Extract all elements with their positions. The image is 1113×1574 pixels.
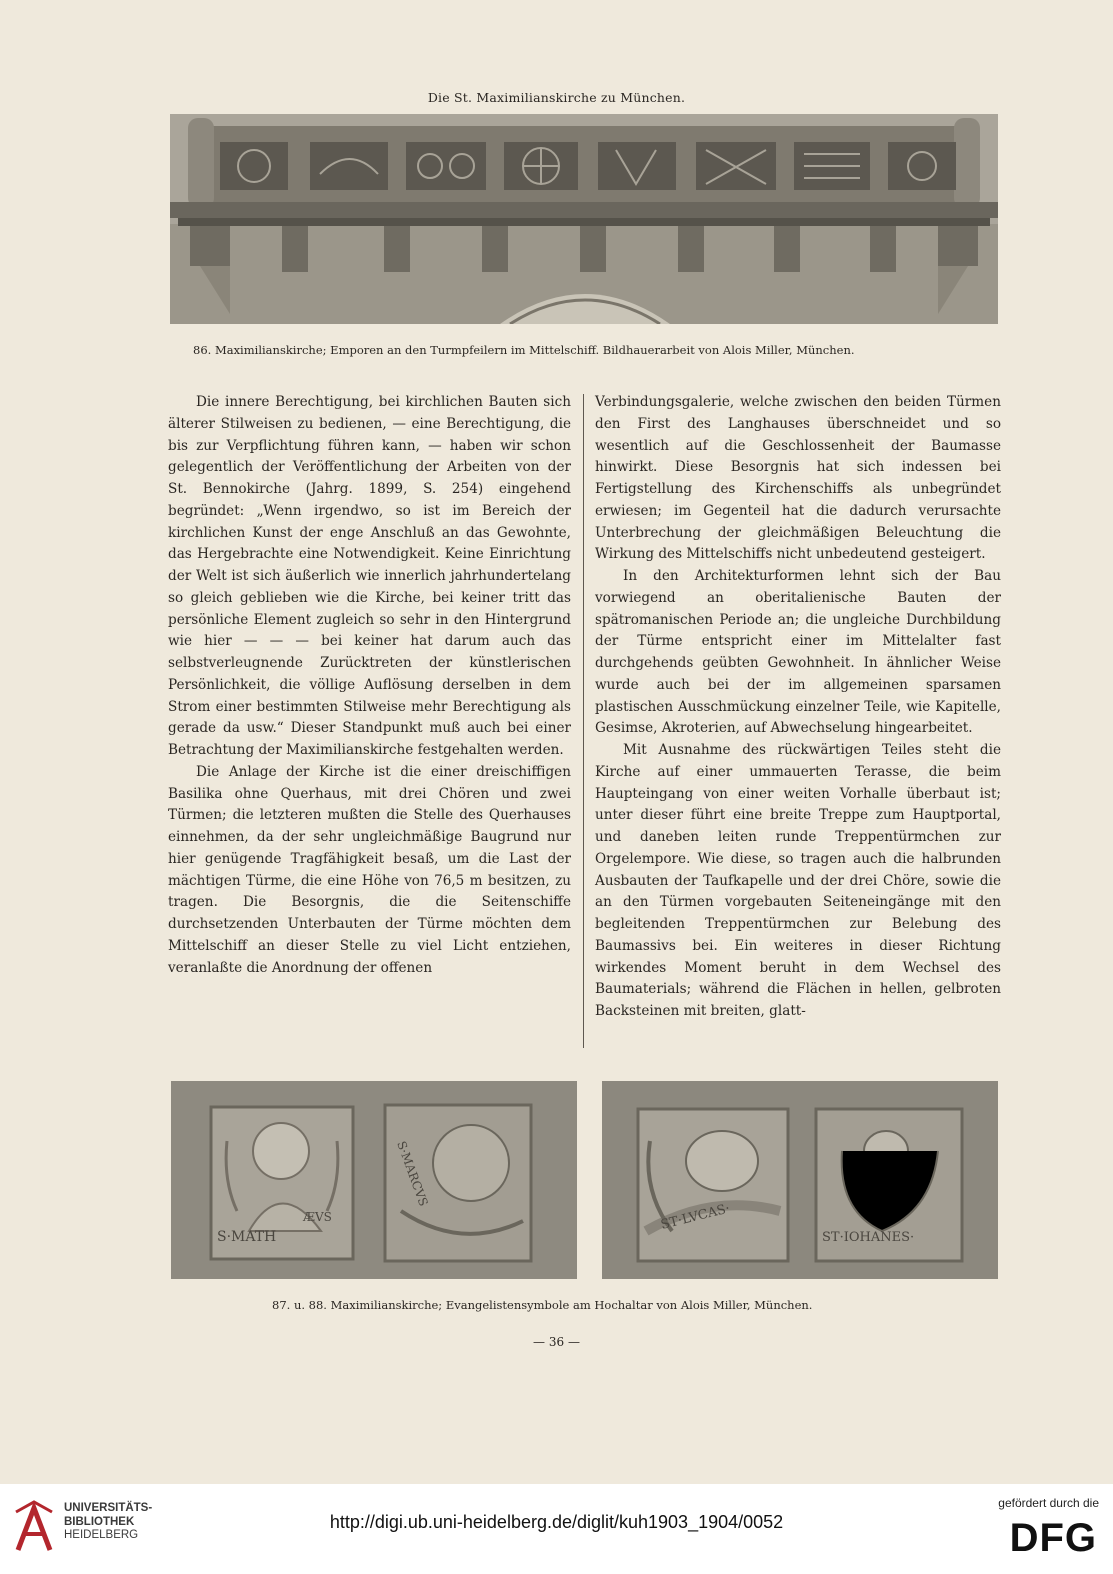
right-paragraph-1: Verbindungsgalerie, welche zwischen den beiden Türmen den First des Langhauses überschneidet und so wesentlich auf die Geschlossenheit der Baumasse hinwirkt. Diese Besorgnis hat sich indessen bei Fertigstellung des Kirchenschiffs als unbegründet erwiesen; im Gegenteil hat die dadurch verursachte Unterbrechung der gleichmäßigen Beleuchtung die Wirkung des Mittelschiffs nicht unbedeutend gesteigert. (595, 394, 1001, 563)
funded-by-label: gefördert durch die (998, 1496, 1099, 1510)
figure-88-photo (602, 1081, 998, 1279)
page-number: — 36 — (533, 1335, 580, 1349)
figure-87-photo (171, 1081, 577, 1279)
left-text-column (168, 392, 571, 1052)
relief-label-iohanes: ST·IOHANES· (822, 1230, 915, 1245)
column-divider (583, 394, 584, 1048)
permalink-url[interactable]: http://digi.ub.uni-heidelberg.de/diglit/kuh1903_1904/0052 (329, 1512, 784, 1532)
evangelist-reliefs-luke-john (602, 1081, 998, 1279)
library-name-line-1: UNIVERSITÄTS- (64, 1502, 153, 1514)
right-paragraph-3: Mit Ausnahme des rückwärtigen Teiles steht die Kirche auf einer ummauerten Terasse, die beim Haupteingang von einer weiten Vorhalle überbaut ist; unter dieser führt eine breite Treppe zum Hauptportal, und daneben leiten runde Treppentürmchen zur Orgelempore. Wie diese, so tragen auch die halbrunden Ausbauten der Taufkapelle und der drei Chöre, sowie die an den Türmen vorgebauten Seiteneingänge mit den begleitenden Treppentürmchen zur Belebung des Baumassivs bei. Ein weiteres in dieser Richtung wirkendes Moment beruht in dem Wechsel des Baumaterials; während die Flächen in hellen, gelbroten Backsteinen mit breiten, glatt- (595, 742, 1001, 1019)
figure-86-caption: 86. Maximilianskirche; Emporen an den Turmpfeilern im Mittelschiff. Bildhauerarbeit von Alois Miller, München. (193, 343, 855, 357)
right-text-column (595, 392, 1001, 1052)
relief-label-marcus: S·MARCVS (394, 1139, 431, 1209)
relief-label-lucas: ST·LVCAS· (659, 1201, 732, 1233)
right-paragraph-2: In den Architekturformen lehnt sich der Bau vorwiegend an oberitalienische Bauten der spätromanischen Periode an; die ungleiche Durchbildung der Türme entspricht einer im Mittelalter fast durchgehends geübten Gewohnheit. In ähnlicher Weise wurde auch bei der im allgemeinen sparsamen plastischen Ausschmückung einzelner Teile, wie Kapitelle, Gesimse, Akroterien, auf Abwechselung hingearbeitet. (595, 568, 1001, 737)
gallery-parapet-illustration (170, 114, 998, 324)
left-paragraph-1: Die innere Berechtigung, bei kirchlichen Bauten sich älterer Stilweisen zu bedienen, — eine Berechtigung, die bis zur Verpflichtung führen kann, — haben wir schon gelegentlich der Veröffentlichung der Arbeiten von der St. Bennokirche (Jahrg. 1899, S. 254) eingehend begründet: „Wenn irgendwo, so ist im Bereich der kirchlichen Kunst der enge Anschluß an das Gewohnte, das Hergebrachte eine Notwendigkeit. Keine Einrichtung der Welt ist sich äußerlich wie innerlich jahrhundertelang so gleich geblieben wie die Kirche, bei keiner tritt das persönliche Element zugleich so sehr in den Hintergrund wie hier — — — bei keiner hat darum auch das selbstverleugnende Zurücktreten der künstlerischen Persönlichkeit, die völlige Auflösung derselben in dem Strom einer bestimmten Stilweise mehr Berechtigung als gerade da usw.“ Dieser Standpunkt muß auch bei einer Betrachtung der Maximilianskirche festgehalten werden. (168, 394, 571, 758)
figure-86-photo (170, 114, 998, 324)
digitization-footer (0, 1484, 1113, 1574)
dfg-logo: DFG (1009, 1516, 1097, 1560)
running-head: Die St. Maximilianskirche zu München. (427, 90, 686, 105)
library-name-line-3: HEIDELBERG (64, 1529, 139, 1541)
library-name-line-2: BIBLIOTHEK (64, 1515, 135, 1528)
relief-label-matth: S·MATH (217, 1229, 277, 1245)
evangelist-reliefs-matthew-mark (171, 1081, 577, 1279)
relief-label-evs: ÆVS (303, 1210, 332, 1224)
left-paragraph-2: Die Anlage der Kirche ist die einer dreischiffigen Basilika ohne Querhaus, mit drei Chören und zwei Türmen; die letzteren mußten die Stelle des Querhauses einnehmen, da der sehr ungleichmäßige Baugrund nur hier genügende Tragfähigkeit besaß, um die Last der mächtigen Türme, die eine Höhe von 76,5 m besitzen, zu tragen. Die Besorgnis, die die Seitenschiffe durchsetzenden Unterbauten der Türme möchten dem Mittelschiff an dieser Stelle zu viel Licht entziehen, veranlaßte die Anordnung der offenen (168, 763, 571, 976)
figure-87-88-caption: 87. u. 88. Maximilianskirche; Evangelistensymbole am Hochaltar von Alois Miller, München. (272, 1298, 813, 1312)
